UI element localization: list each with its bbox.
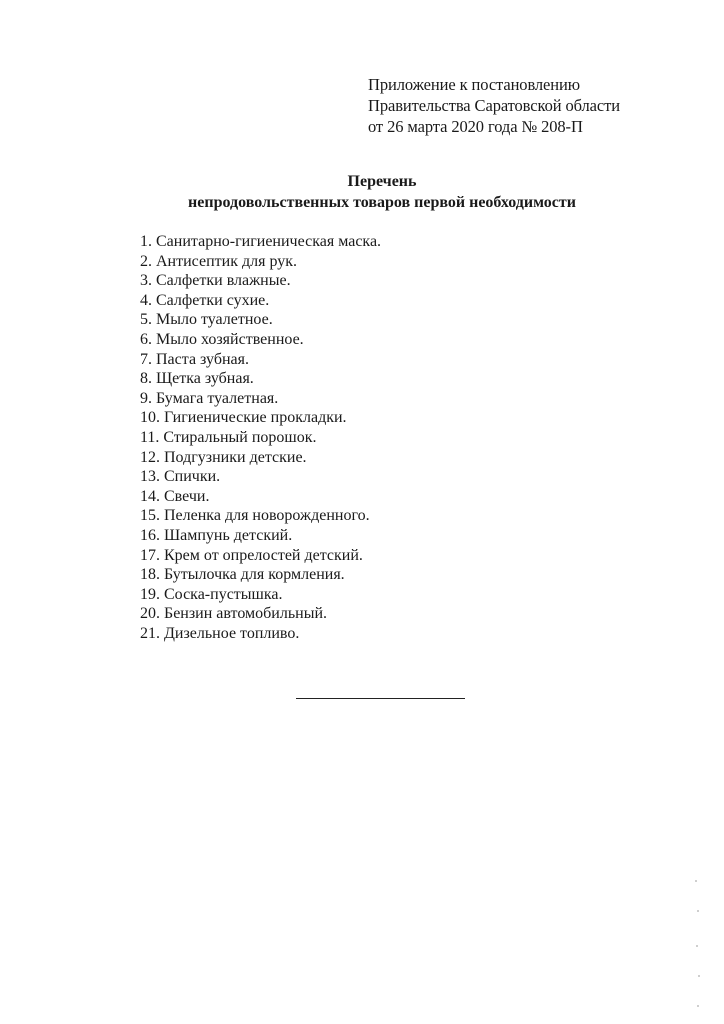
appendix-line: от 26 марта 2020 года № 208-П xyxy=(368,117,583,136)
list-item: 14. Свечи. xyxy=(140,487,210,505)
goods-list xyxy=(140,232,560,643)
list-item: 15. Пеленка для новорожденного. xyxy=(140,507,370,525)
list-item: 17. Крем от опрелостей детский. xyxy=(140,546,363,564)
scan-speck xyxy=(698,975,700,977)
list-item: 5. Мыло туалетное. xyxy=(140,311,273,329)
list-item: 12. Подгузники детские. xyxy=(140,448,307,466)
list-item: 4. Салфетки сухие. xyxy=(140,291,270,309)
document-title: Перечень xyxy=(347,173,417,190)
list-item: 20. Бензин автомобильный. xyxy=(140,605,328,623)
list-item: 1. Санитарно-гигиеническая маска. xyxy=(140,233,382,250)
appendix-line: Правительства Саратовской области xyxy=(368,96,620,115)
appendix-line: Приложение к постановлению xyxy=(368,75,580,94)
appendix-note xyxy=(368,74,708,137)
list-item: 8. Щетка зубная. xyxy=(140,370,254,388)
list-item: 11. Стиральный порошок. xyxy=(140,428,317,446)
list-item: 10. Гигиенические прокладки. xyxy=(140,409,347,427)
list-item: 16. Шампунь детский. xyxy=(140,526,293,544)
list-item: 13. Спички. xyxy=(140,468,221,486)
end-rule xyxy=(296,698,465,699)
document-subtitle: непродовольственных товаров первой необходимости xyxy=(188,194,576,211)
scan-speck xyxy=(697,910,699,912)
scan-speck xyxy=(696,945,698,947)
list-item: 2. Антисептик для рук. xyxy=(140,252,298,270)
scan-speck xyxy=(695,880,697,882)
list-item: 7. Паста зубная. xyxy=(140,350,249,368)
document-heading xyxy=(0,171,724,213)
list-item: 9. Бумага туалетная. xyxy=(140,389,279,407)
list-item: 19. Соска-пустышка. xyxy=(140,585,283,603)
list-item: 3. Салфетки влажные. xyxy=(140,272,291,290)
scan-speck xyxy=(697,1005,699,1007)
list-item: 18. Бутылочка для кормления. xyxy=(140,566,345,584)
list-item: 6. Мыло хозяйственное. xyxy=(140,330,304,348)
list-item: 21. Дизельное топливо. xyxy=(140,624,300,642)
